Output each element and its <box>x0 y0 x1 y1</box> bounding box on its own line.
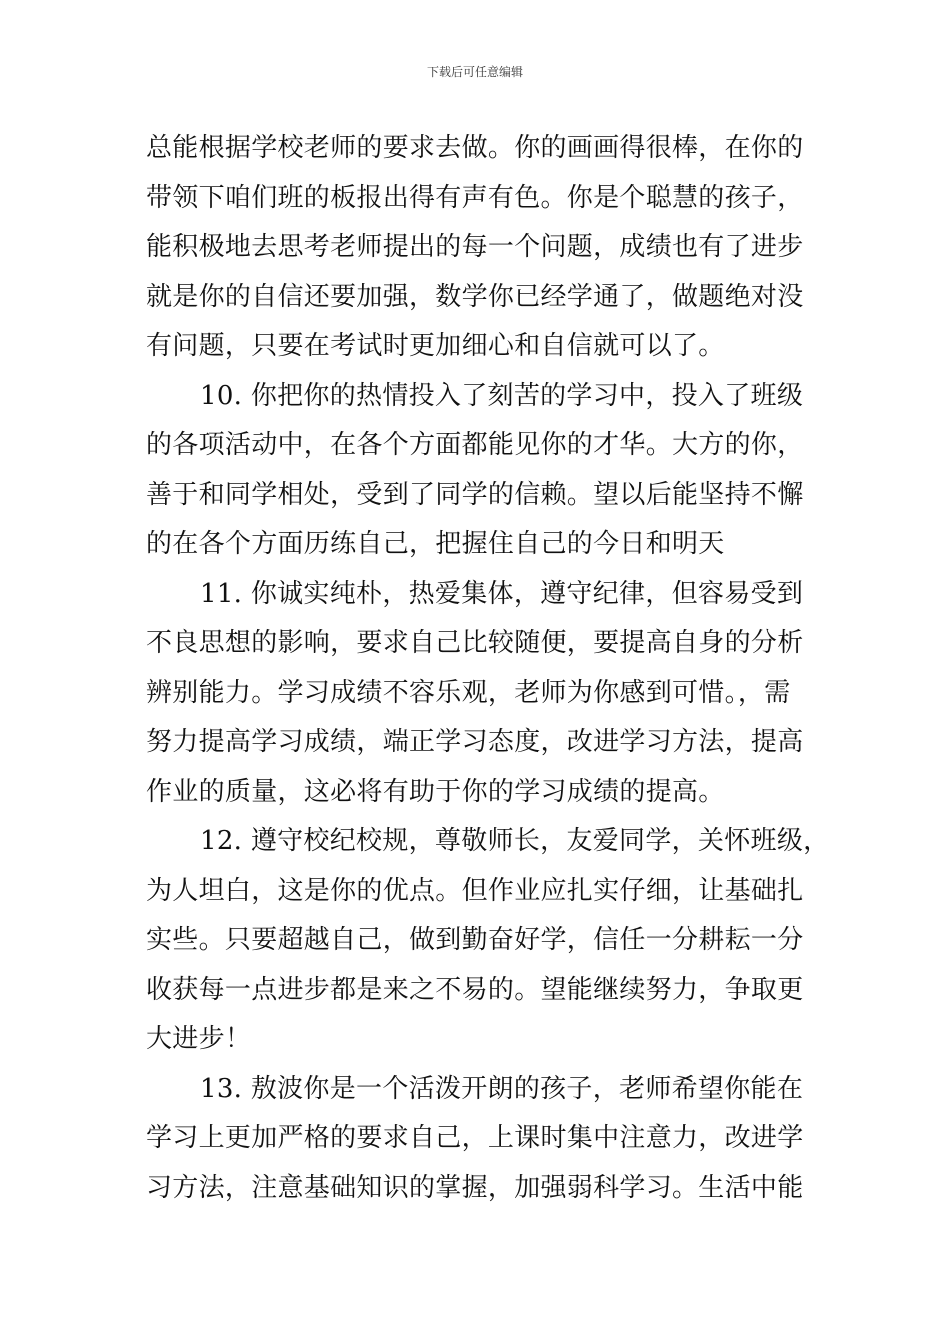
text-line: 大进步！ <box>146 1024 252 1054</box>
text-line: 就是你的自信还要加强，数学你已经学通了，做题绝对没 <box>146 281 804 312</box>
document-body <box>146 124 830 1213</box>
text-line: 收获每一点进步都是来之不易的。望能继续努力，争取更 <box>146 974 804 1005</box>
text-line: 作业的质量，这必将有助于你的学习成绩的提高。 <box>146 776 725 807</box>
text-line: 总能根据学校老师的要求去做。你的画画得很棒，在你的 <box>146 133 804 163</box>
text-line: 学习上更加严格的要求自己，上课时集中注意力，改进学 <box>146 1123 804 1153</box>
page-header: 下载后可任意编辑 <box>426 65 523 79</box>
paragraph-start-line: 11. 你诚实纯朴，热爱集体，遵守纪律，但容易受到 <box>200 578 804 609</box>
text-line: 能积极地去思考老师提出的每一个问题，成绩也有了进步 <box>146 232 804 262</box>
text-line: 实些。只要超越自己，做到勤奋好学，信任一分耕耘一分 <box>146 925 804 955</box>
text-line: 的在各个方面历练自己，把握住自己的今日和明天 <box>146 529 725 559</box>
text-line: 辨别能力。学习成绩不容乐观，老师为你感到可惜。，需 <box>146 677 791 708</box>
text-line: 带领下咱们班的板报出得有声有色。你是个聪慧的孩子， <box>146 182 804 213</box>
text-line: 的各项活动中，在各个方面都能见你的才华。大方的你， <box>146 430 804 460</box>
paragraph-start-line: 13. 敖波你是一个活泼开朗的孩子，老师希望你能在 <box>200 1073 804 1104</box>
text-line: 努力提高学习成绩，端正学习态度，改进学习方法，提高 <box>146 727 804 757</box>
text-line: 不良思想的影响，要求自己比较随便，要提高自身的分析 <box>146 628 804 658</box>
text-line: 为人坦白，这是你的优点。但作业应扎实仔细，让基础扎 <box>146 875 804 906</box>
text-line: 善于和同学相处，受到了同学的信赖。望以后能坚持不懈 <box>146 479 804 510</box>
text-line: 习方法，注意基础知识的掌握，加强弱科学习。生活中能 <box>146 1172 804 1203</box>
paragraph-start-line: 10. 你把你的热情投入了刻苦的学习中，投入了班级 <box>200 380 804 411</box>
text-line: 有问题，只要在考试时更加细心和自信就可以了。 <box>146 331 725 361</box>
paragraph-start-line: 12. 遵守校纪校规，尊敬师长，友爱同学，关怀班级， <box>200 826 830 856</box>
